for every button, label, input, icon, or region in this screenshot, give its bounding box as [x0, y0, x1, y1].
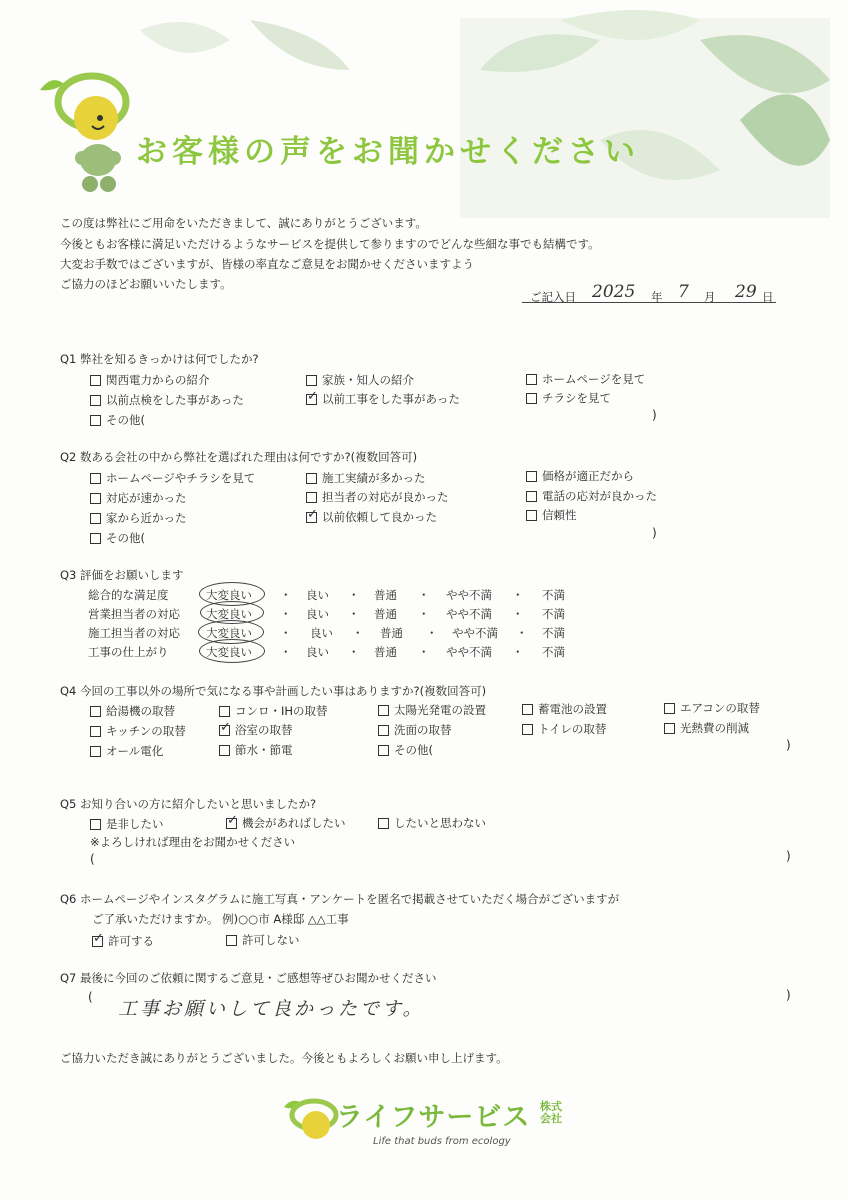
q1-title: Q1 弊社を知るきっかけは何でしたか? — [60, 352, 259, 366]
checkbox[interactable] — [226, 935, 237, 946]
q2-option-other[interactable]: その他( — [90, 530, 145, 546]
paren-close: ) — [652, 526, 657, 540]
q4-option[interactable]: トイレの取替 — [522, 721, 606, 737]
checkbox-checked[interactable] — [306, 512, 317, 523]
q1-option[interactable]: 以前点検をした事があった — [90, 392, 244, 408]
q4-option[interactable]: エアコンの取替 — [664, 700, 760, 716]
q3-scale-option[interactable]: 良い — [306, 645, 329, 659]
date-month-unit: 月 — [704, 290, 716, 304]
separator: ・ — [280, 588, 292, 602]
checkbox[interactable] — [219, 706, 230, 717]
q3-scale-option[interactable]: 大変良い — [206, 645, 252, 659]
q2-title: Q2 数ある会社の中から弊社を選ばれた理由は何ですか?(複数回答可) — [60, 450, 418, 464]
q2-option[interactable]: 対応が速かった — [90, 490, 187, 506]
q5-reason-input[interactable] — [102, 852, 782, 868]
checkbox[interactable] — [378, 745, 389, 756]
q3-scale-option[interactable]: 普通 — [374, 645, 397, 659]
q3-scale-option[interactable]: 普通 — [380, 626, 403, 640]
q2-option[interactable]: 価格が適正だから — [526, 468, 634, 484]
checkbox-checked[interactable] — [226, 818, 237, 829]
q3-scale-option[interactable]: 大変良い — [206, 626, 252, 640]
q4-option[interactable]: 洗面の取替 — [378, 722, 452, 738]
q4-option[interactable]: ✓ 浴室の取替 — [219, 722, 293, 738]
q1-option[interactable]: 関西電力からの紹介 — [90, 372, 210, 388]
date-month[interactable]: 7 — [678, 282, 689, 302]
q1-option-other[interactable]: その他( — [90, 412, 145, 428]
intro-line-2: 今後ともお客様に満足いただけるようなサービスを提供して参りますのでどんな些細な事でも結構です。 — [60, 237, 600, 251]
separator: ・ — [512, 645, 524, 659]
q4-option[interactable]: 蓄電池の設置 — [522, 701, 607, 717]
intro-line-1: この度は弊社にご用命をいただきまして、誠にありがとうございます。 — [60, 216, 427, 230]
q6-example: ご了承いただけますか。 例)○○市 A様邸 △△工事 — [92, 912, 349, 926]
q2-option[interactable]: 施工実績が多かった — [306, 470, 426, 486]
checkbox[interactable] — [664, 723, 675, 734]
paren-open: ( — [90, 852, 95, 866]
checkbox[interactable] — [522, 704, 533, 715]
q3-scale-option[interactable]: 不満 — [542, 607, 565, 621]
checkbox[interactable] — [522, 724, 533, 735]
q2-option[interactable]: 家から近かった — [90, 510, 187, 526]
paren-close: ) — [786, 849, 791, 863]
intro-line-3: 大変お手数ではございますが、皆様の率直なご意見をお聞かせくださいますよう — [60, 257, 474, 271]
q2-option[interactable]: ホームページやチラシを見て — [90, 470, 255, 486]
q3-scale-option[interactable]: 不満 — [542, 626, 565, 640]
paren-close: ) — [786, 738, 791, 752]
intro-line-4: ご協力のほどお願いいたします。 — [60, 277, 232, 291]
separator: ・ — [280, 626, 292, 640]
separator: ・ — [418, 645, 430, 659]
checkbox[interactable] — [526, 374, 537, 385]
date-day[interactable]: 29 — [735, 282, 757, 302]
date-underline — [522, 302, 776, 303]
checkbox[interactable] — [90, 706, 101, 717]
checkbox[interactable] — [90, 726, 101, 737]
paren-close: ) — [786, 988, 791, 1002]
company-tagline: Life that buds from ecology — [373, 1136, 511, 1147]
q5-title: Q5 お知り合いの方に紹介したいと思いましたか? — [60, 797, 317, 811]
q4-title: Q4 今回の工事以外の場所で気になる事や計画したい事はありますか?(複数回答可) — [60, 684, 487, 698]
separator: ・ — [516, 626, 528, 640]
q5-option[interactable]: したいと思わない — [378, 815, 486, 831]
q7-answer[interactable]: 工事お願いして良かったです。 — [118, 998, 425, 1020]
q3-scale-option[interactable]: 普通 — [374, 588, 397, 602]
checkbox[interactable] — [90, 473, 101, 484]
date-day-unit: 日 — [762, 290, 774, 304]
checkbox-checked[interactable] — [92, 936, 103, 947]
q3-scale-option[interactable]: 不満 — [542, 588, 565, 602]
q4-option-other[interactable]: その他( — [378, 742, 433, 758]
q3-row-label: 営業担当者の対応 — [88, 607, 180, 621]
q3-scale-option[interactable]: 大変良い — [206, 588, 252, 602]
q5-note: ※よろしければ理由をお聞かせください — [90, 835, 296, 849]
checkbox[interactable] — [219, 745, 230, 756]
checkbox[interactable] — [526, 510, 537, 521]
paren-close: ) — [652, 408, 657, 422]
checkbox[interactable] — [90, 375, 101, 386]
page-title: お客様の声をお聞かせください — [136, 134, 640, 170]
q3-scale-option[interactable]: 不満 — [542, 645, 565, 659]
q3-scale-option[interactable]: 普通 — [374, 607, 397, 621]
q2-option[interactable]: 信頼性 — [526, 507, 577, 523]
separator: ・ — [512, 607, 524, 621]
date-year[interactable]: 2025 — [592, 282, 636, 302]
q3-scale-option[interactable]: 良い — [306, 588, 329, 602]
checkbox[interactable] — [306, 492, 317, 503]
q3-title: Q3 評価をお願いします — [60, 568, 184, 582]
q4-option[interactable]: コンロ・IHの取替 — [219, 703, 328, 719]
checkbox[interactable] — [526, 393, 537, 404]
q4-option[interactable]: 光熱費の削減 — [664, 720, 749, 736]
company-logo-icon — [280, 1093, 340, 1149]
company-name: ライフサービス — [336, 1102, 531, 1133]
date-year-unit: 年 — [651, 290, 663, 304]
separator: ・ — [418, 607, 430, 621]
checkbox[interactable] — [90, 746, 101, 757]
separator: ・ — [280, 607, 292, 621]
date-label: ご記入日 — [530, 290, 576, 304]
checkbox[interactable] — [378, 705, 389, 716]
selection-circle — [199, 639, 265, 663]
checkbox[interactable] — [378, 818, 389, 829]
checkbox[interactable] — [306, 473, 317, 484]
footer-thanks: ご協力いただき誠にありがとうございました。今後ともよろしくお願い申し上げます。 — [60, 1051, 508, 1065]
q2-option[interactable]: ✓ 以前依頼して良かった — [306, 509, 437, 525]
q4-option[interactable]: 給湯機の取替 — [90, 703, 175, 719]
q4-option[interactable]: オール電化 — [90, 743, 163, 759]
q3-scale-option[interactable]: 良い — [310, 626, 333, 640]
checkbox[interactable] — [90, 533, 101, 544]
q3-scale-option[interactable]: やや不満 — [452, 626, 498, 640]
checkbox[interactable] — [90, 415, 101, 426]
q4-option[interactable]: 節水・節電 — [219, 742, 293, 758]
q3-scale-option[interactable]: やや不満 — [446, 645, 492, 659]
q1-option[interactable]: ✓ 以前工事をした事があった — [306, 391, 460, 407]
separator: ・ — [280, 645, 292, 659]
separator: ・ — [426, 626, 438, 640]
separator: ・ — [512, 588, 524, 602]
checkbox-checked[interactable] — [306, 394, 317, 405]
q3-row-label: 総合的な満足度 — [88, 588, 169, 602]
q3-scale-option[interactable]: 大変良い — [206, 607, 252, 621]
checkbox[interactable] — [664, 703, 675, 714]
checkbox[interactable] — [306, 375, 317, 386]
checkbox[interactable] — [90, 395, 101, 406]
checkbox[interactable] — [90, 493, 101, 504]
separator: ・ — [418, 588, 430, 602]
checkbox[interactable] — [378, 725, 389, 736]
q6-option[interactable]: ✓ 許可する — [92, 933, 154, 949]
q2-option[interactable]: 担当者の対応が良かった — [306, 489, 449, 505]
q6-option[interactable]: 許可しない — [226, 932, 300, 948]
q7-title: Q7 最後に今回のご依頼に関するご意見・ご感想等ぜひお聞かせください — [60, 971, 437, 985]
q3-scale-option[interactable]: 良い — [306, 607, 329, 621]
separator: ・ — [348, 607, 360, 621]
separator: ・ — [352, 626, 364, 640]
q1-option[interactable]: 家族・知人の紹介 — [306, 372, 414, 388]
q6-title: Q6 ホームページやインスタグラムに施工写真・アンケートを匿名で掲載させていただく場合がございますが — [60, 892, 620, 906]
q2-option[interactable]: 電話の応対が良かった — [526, 488, 657, 504]
q1-option[interactable]: チラシを見て — [526, 390, 611, 406]
company-suffix: 株式会社 — [540, 1100, 562, 1125]
checkbox[interactable] — [526, 491, 537, 502]
q5-option[interactable]: ✓ 機会があればしたい — [226, 815, 346, 831]
q3-row-label: 施工担当者の対応 — [88, 626, 180, 640]
q5-option[interactable]: 是非したい — [90, 816, 164, 832]
separator: ・ — [348, 645, 360, 659]
paren-open: ( — [88, 990, 93, 1004]
checkbox[interactable] — [90, 819, 101, 830]
checkbox[interactable] — [526, 471, 537, 482]
q1-option[interactable]: ホームページを見て — [526, 371, 645, 387]
checkbox-checked[interactable] — [219, 725, 230, 736]
mascot-icon — [34, 60, 134, 195]
q3-scale-option[interactable]: やや不満 — [446, 607, 492, 621]
checkbox[interactable] — [90, 513, 101, 524]
q4-option[interactable]: キッチンの取替 — [90, 723, 186, 739]
q3-scale-option[interactable]: やや不満 — [446, 588, 492, 602]
q4-option[interactable]: 太陽光発電の設置 — [378, 702, 486, 718]
separator: ・ — [348, 588, 360, 602]
q3-row-label: 工事の仕上がり — [88, 645, 169, 659]
